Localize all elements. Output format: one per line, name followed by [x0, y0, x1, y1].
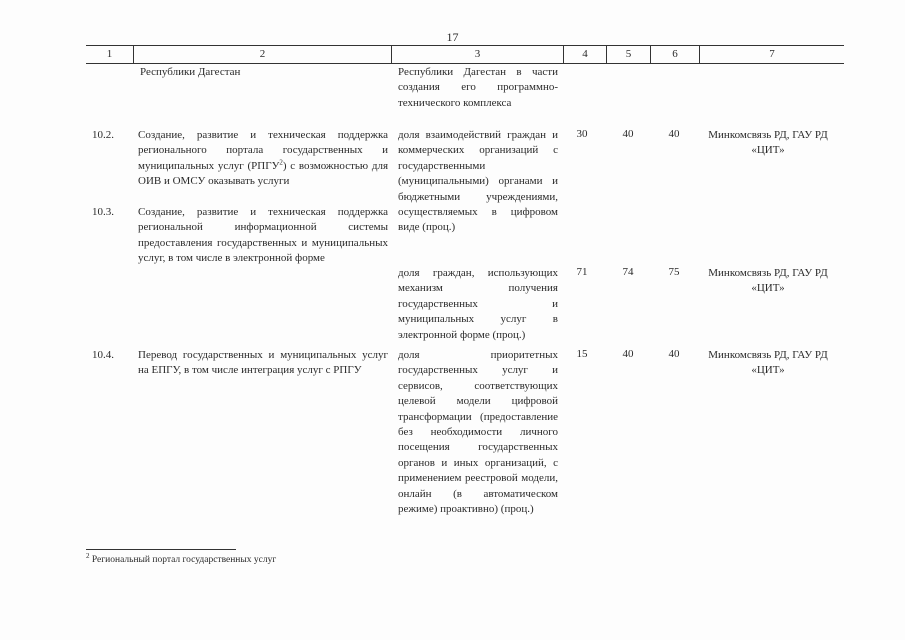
indicator-value-col5: 40	[622, 128, 634, 140]
footnote-divider	[86, 549, 236, 550]
footnote-text: Региональный портал государственных услуг	[89, 555, 277, 565]
header-col-2: 2	[259, 48, 266, 60]
indicator-value-col4: 15	[576, 348, 588, 360]
header-col-1: 1	[106, 48, 113, 60]
header-col-4: 4	[582, 48, 588, 60]
indicator-value-col4: 30	[576, 128, 588, 140]
row-measure: Перевод государственных и муниципальных услуг на ЕПГУ, в том числе интеграция услуг с РПГУ	[138, 349, 388, 377]
indicator-value-col6: 40	[668, 128, 680, 140]
row-measure	[138, 128, 388, 190]
row-number: 10.2.	[92, 129, 114, 141]
table-header-row	[86, 45, 844, 64]
indicator-value-col6: 75	[668, 266, 680, 278]
footnote-marker: 2	[86, 551, 90, 560]
responsible-org: Минкомсвязь РД, ГАУ РД «ЦИТ»	[708, 129, 828, 156]
header-col-5: 5	[625, 48, 632, 60]
responsible-org: Минкомсвязь РД, ГАУ РД «ЦИТ»	[708, 267, 828, 294]
header-col-3: 3	[474, 48, 481, 60]
row-measure-tail: ) с возможностью для ОИВ и ОМСУ оказывать услуги	[138, 159, 388, 188]
footnote-ref: 2	[279, 158, 283, 167]
indicator-value-col5: 40	[622, 348, 634, 360]
header-col-6: 6	[672, 48, 678, 60]
indicator-text: доля граждан, использующих механизм получения государственных и муниципальных услуг в электронной форме (проц.)	[398, 267, 558, 341]
footnote	[86, 551, 277, 565]
responsible-org: Минкомсвязь РД, ГАУ РД «ЦИТ»	[708, 349, 828, 376]
header-col-7: 7	[769, 48, 775, 60]
row-number: 10.4.	[92, 349, 114, 361]
indicator-text: доля взаимодействий граждан и коммерческих организаций с государственными (муниципальными) органами и бюджетными учреждениями, осуществляемых в цифровом виде (проц.)	[398, 129, 558, 234]
row-measure: Создание, развитие и техническая поддержка региональной информационной системы предоставления государственных и муниципальных услуг, в том числе в электронной форме	[138, 206, 388, 265]
row-measure-text: Создание, развитие и техническая поддержка регионального портала государственных и муниципальных услуг (РПГУ	[138, 129, 388, 172]
indicator-value-col4: 71	[576, 266, 588, 278]
indicator-text: доля приоритетных государственных услуг и сервисов, соответствующих целевой модели цифровой трансформации (предоставление без необходимости личного посещения государственных органов и иных организаций, с применением реестровой модели, онлайн (в автоматическом режиме) проактивно) (проц.)	[398, 349, 558, 516]
row-number: 10.3.	[92, 206, 114, 218]
indicator-value-col5: 74	[622, 266, 634, 278]
indicator-value-col6: 40	[668, 348, 680, 360]
continuation-indicator: Республики Дагестан в части создания его программно-технического комплекса	[398, 66, 558, 109]
continuation-measure: Республики Дагестан	[140, 66, 241, 78]
page-number: 17	[446, 30, 459, 44]
